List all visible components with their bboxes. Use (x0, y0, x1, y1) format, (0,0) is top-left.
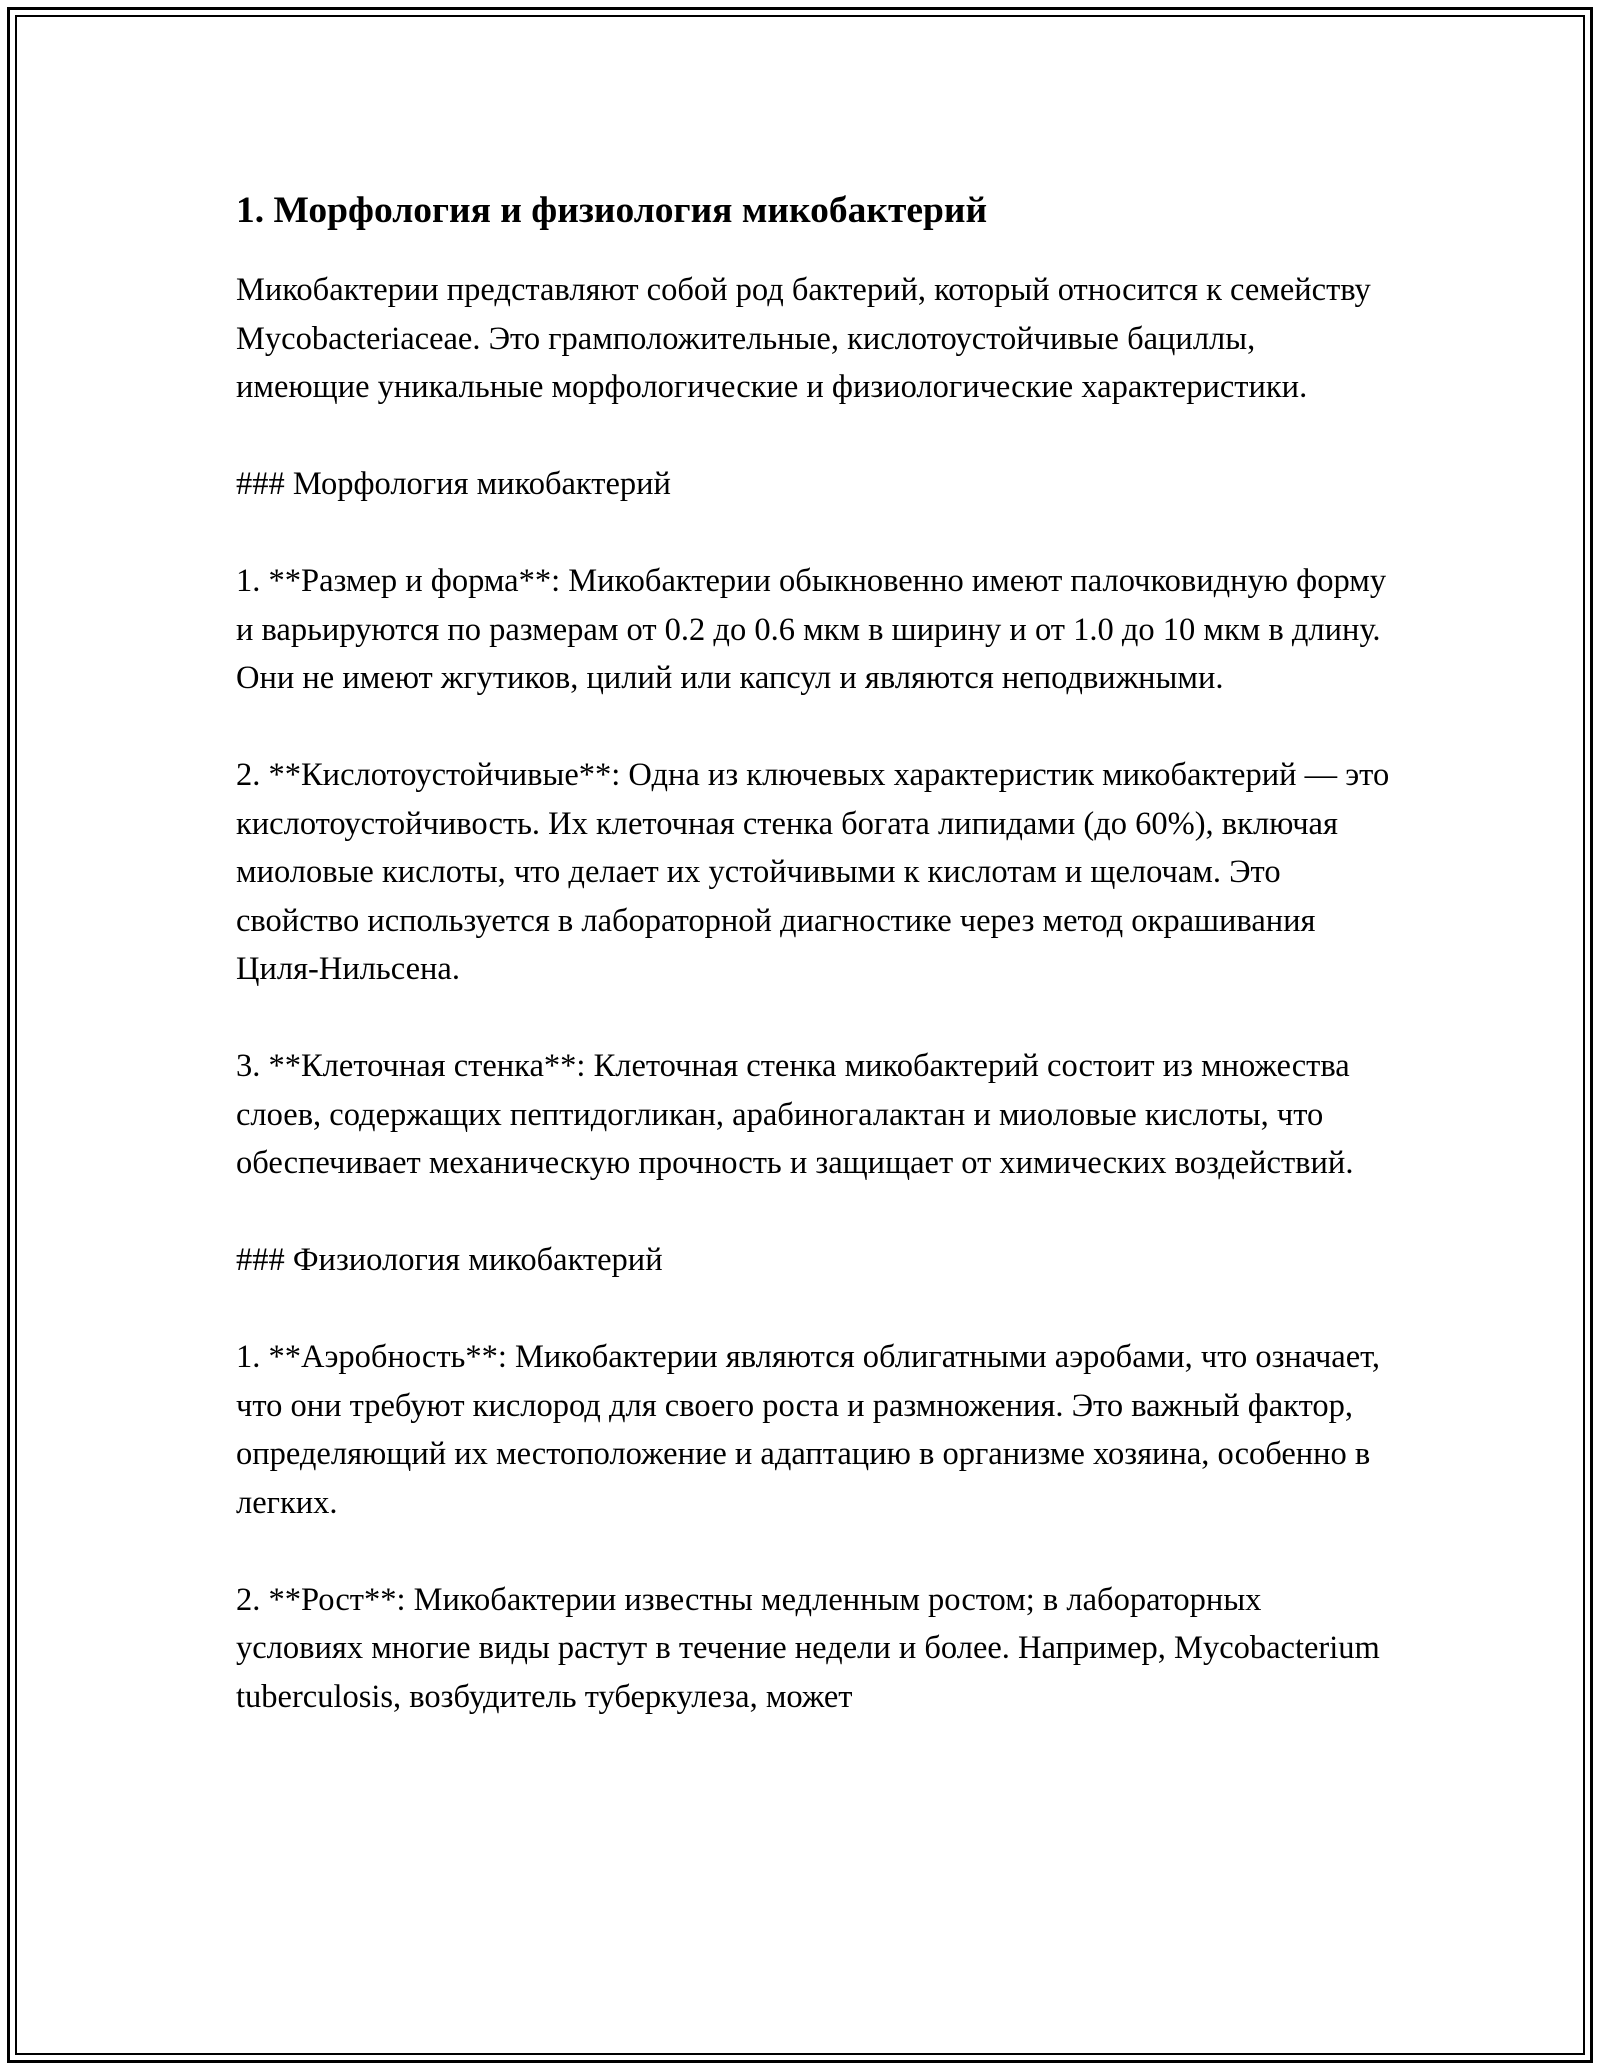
intro-paragraph: Микобактерии представляют собой род бактерий, который относится к семейству Mycobacteriaceae. Это грамположительные, кислотоустойчивые бациллы, имеющие уникальные морфологические и физиологические характеристики. (236, 272, 1371, 405)
list-item-acid-fast: 2. **Кислотоустойчивые**: Одна из ключевых характеристик микобактерий — это кислотоустойчивость. Их клеточная стенка богата липидами (до 60%), включая миоловые кислоты, что делает их устойчивыми к кислотам и щелочам. Это свойство используется в лабораторной диагностике через метод окрашивания Циля-Нильсена. (236, 757, 1390, 987)
list-item-cell-wall: 3. **Клеточная стенка**: Клеточная стенка микобактерий состоит из множества слоев, содержащих пептидогликан, арабиногалактан и миоловые кислоты, что обеспечивает механическую прочность и защищает от химических воздействий. (236, 1048, 1354, 1181)
document-title: 1. Морфология и физиология микобактерий (236, 190, 988, 231)
section-heading-physiology: ### Физиология микобактерий (236, 1242, 663, 1278)
document-body (236, 186, 1396, 1721)
section-heading-morphology: ### Морфология микобактерий (236, 466, 671, 502)
list-item-growth: 2. **Рост**: Микобактерии известны медленным ростом; в лабораторных условиях многие виды растут в течение недели и более. Например, Mycobacterium tuberculosis, возбудитель туберкулеза, может (236, 1581, 1380, 1715)
list-item-size-shape: 1. **Размер и форма**: Микобактерии обыкновенно имеют палочковидную форму и варьируются по размерам от 0.2 до 0.6 мкм в ширину и от 1.0 до 10 мкм в длину. Они не имеют жгутиков, цилий или капсул и являются неподвижными. (236, 563, 1387, 696)
list-item-aerobic: 1. **Аэробность**: Микобактерии являются облигатными аэробами, что означает, что они требуют кислород для своего роста и размножения. Это важный фактор, определяющий их местоположение и адаптацию в организме хозяина, особенно в легких. (236, 1339, 1381, 1521)
